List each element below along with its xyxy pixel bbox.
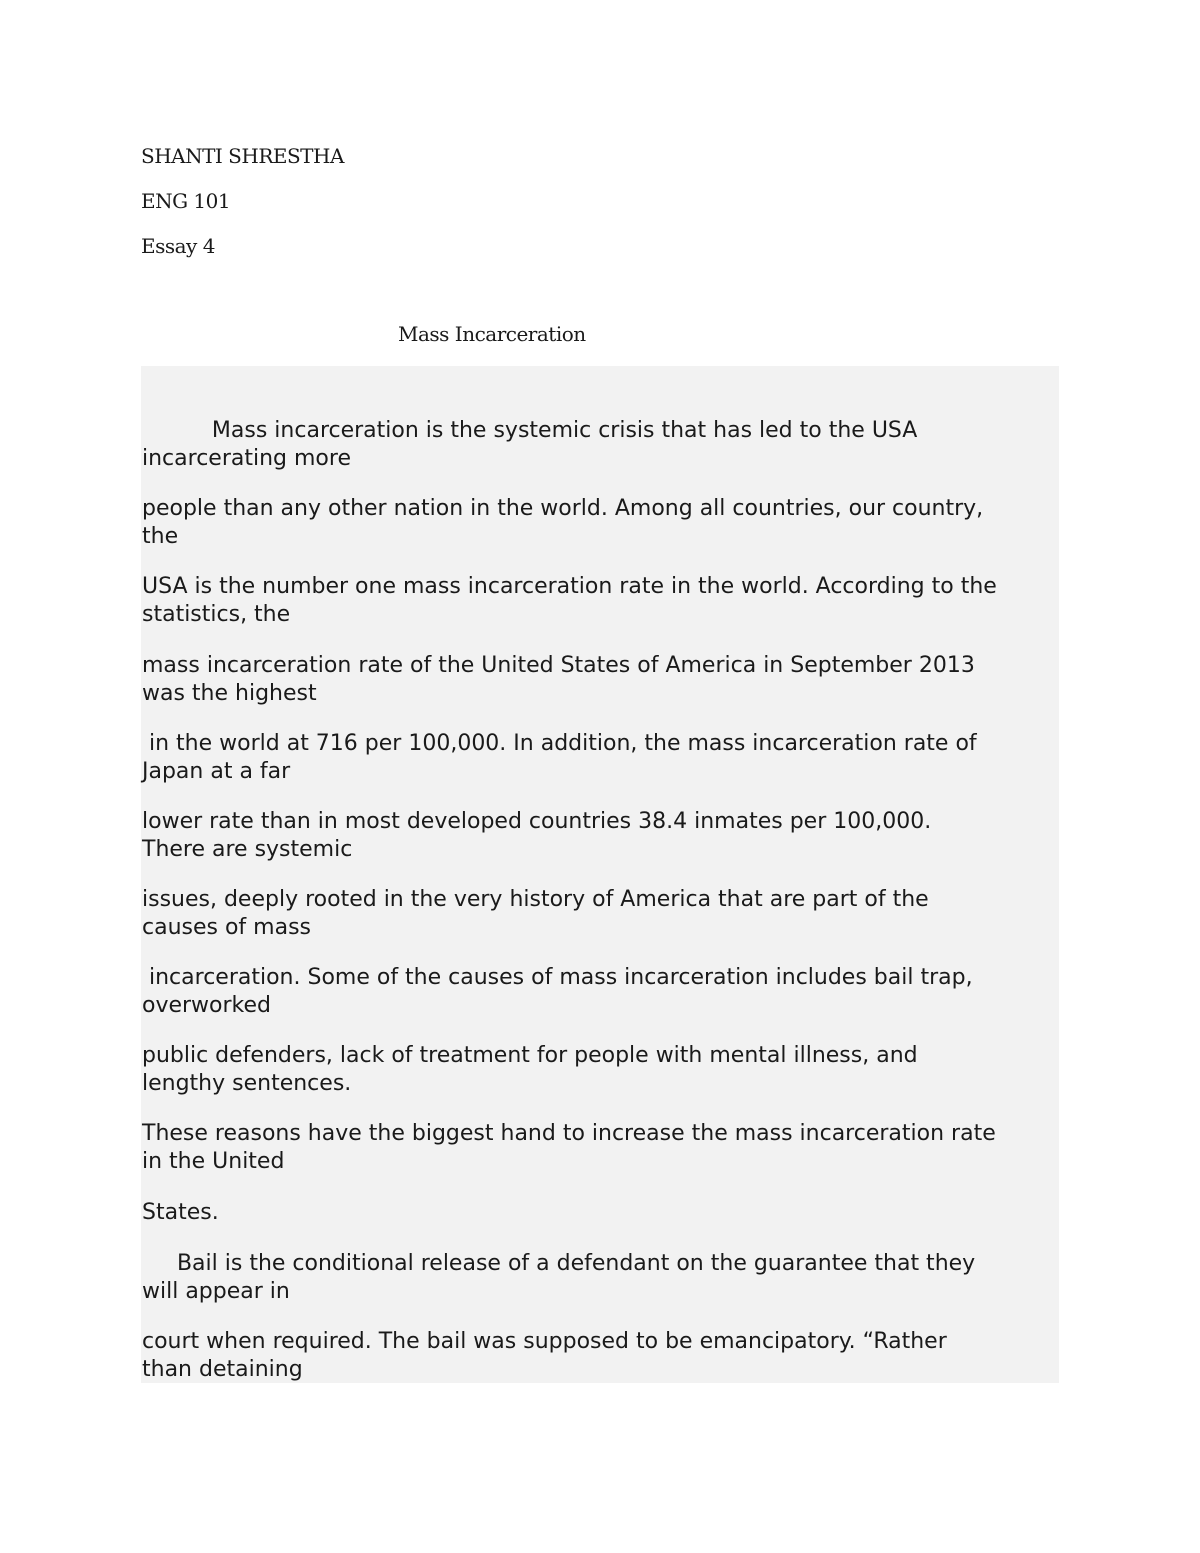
body-paragraph-line: issues, deeply rooted in the very history of America that are part of the causes of mass xyxy=(142,887,929,940)
course-code: ENG 101 xyxy=(141,189,231,213)
body-paragraph-line: Bail is the conditional release of a defendant on the guarantee that they will appear in xyxy=(142,1251,976,1304)
body-paragraph-line: These reasons have the biggest hand to increase the mass incarceration rate in the United xyxy=(142,1121,996,1174)
body-paragraph-line: USA is the number one mass incarceration rate in the world. According to the statistics, the xyxy=(142,574,997,627)
body-paragraph-line: mass incarceration rate of the United States of America in September 2013 was the highest xyxy=(142,653,975,706)
body-paragraph-line: court when required. The bail was supposed to be emancipatory. “Rather than detaining xyxy=(142,1329,947,1382)
body-paragraph-line: in the world at 716 per 100,000. In addition, the mass incarceration rate of Japan at a far xyxy=(142,731,977,784)
author-name: SHANTI SHRESTHA xyxy=(141,144,344,168)
assignment-label: Essay 4 xyxy=(141,234,215,258)
body-paragraph-line: incarceration. Some of the causes of mass incarceration includes bail trap, overworked xyxy=(142,965,973,1018)
essay-title: Mass Incarceration xyxy=(398,322,586,346)
body-paragraph-line: States. xyxy=(142,1200,219,1225)
body-paragraph-line: public defenders, lack of treatment for people with mental illness, and lengthy sentences. xyxy=(142,1043,918,1096)
body-paragraph-line: Mass incarceration is the systemic crisis that has led to the USA incarcerating more xyxy=(142,418,918,471)
body-paragraph-line: people than any other nation in the world. Among all countries, our country, the xyxy=(142,496,984,549)
body-paragraph-line: lower rate than in most developed countries 38.4 inmates per 100,000. There are systemic xyxy=(142,809,932,862)
